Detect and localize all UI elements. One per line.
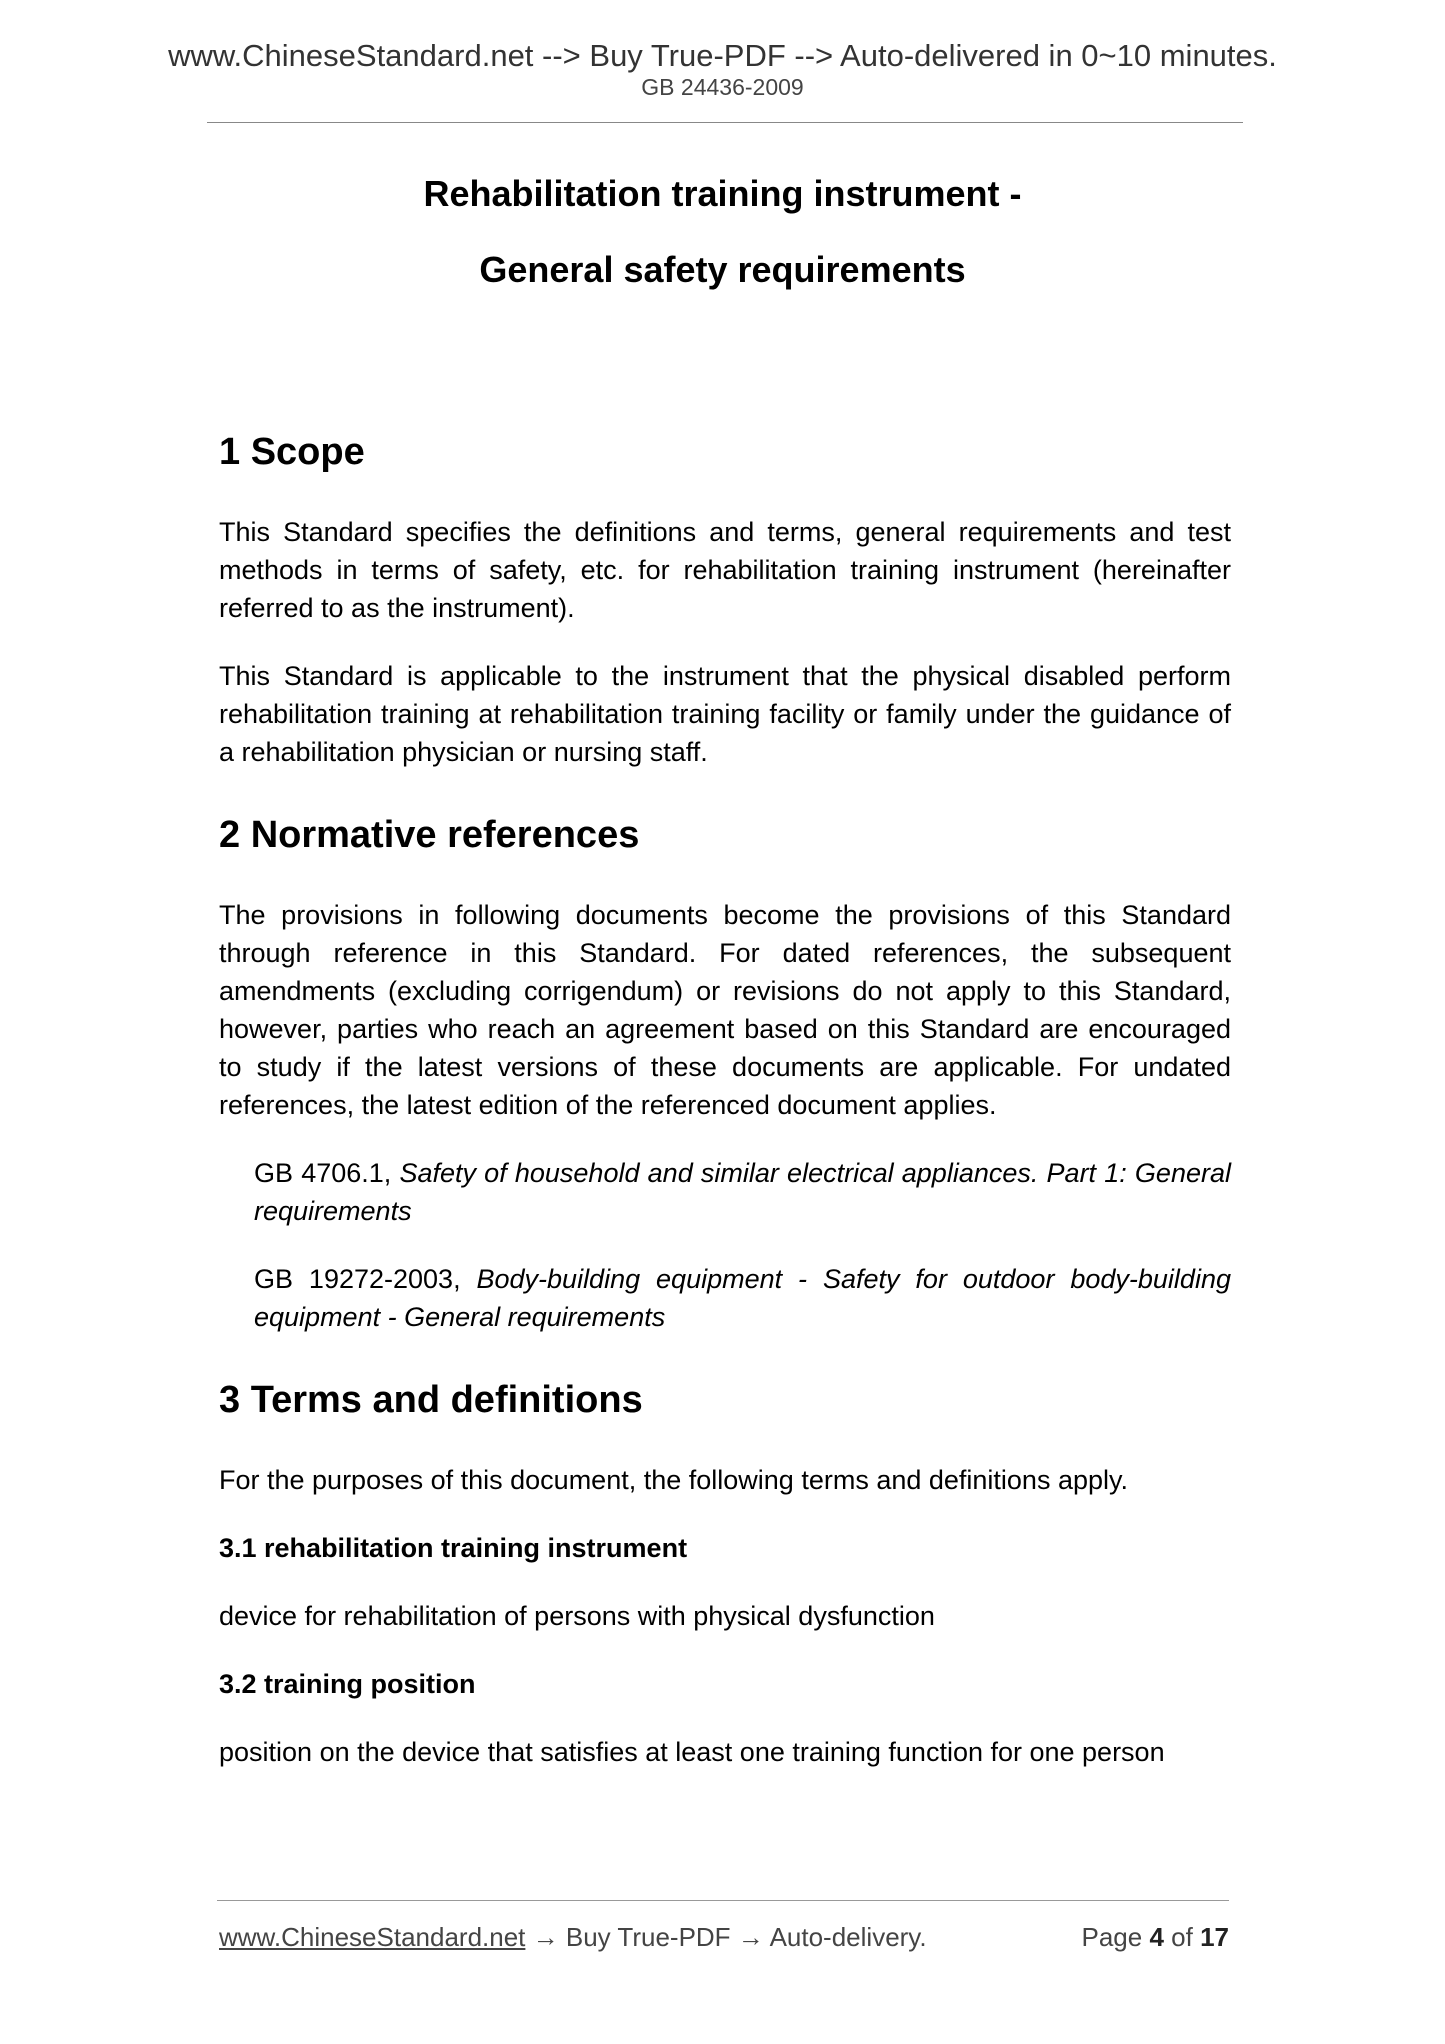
footer-text: → Buy True-PDF → Auto-delivery. bbox=[525, 1922, 927, 1952]
header-divider bbox=[207, 122, 1243, 123]
reference-item bbox=[254, 1260, 1231, 1336]
normative-paragraph: The provisions in following documents become the provisions of this Standard through reference in this Standard. For dated references, the subsequent amendments (excluding corrigendum) or revisions do not apply to this Standard, however, parties who reach an agreement based on this Standard are encouraged to study if the latest versions of these documents are applicable. For undated references, the latest edition of the referenced document applies. bbox=[219, 900, 1231, 1120]
current-page: 4 bbox=[1149, 1922, 1164, 1952]
term-definition: position on the device that satisfies at least one training function for one person bbox=[219, 1737, 1165, 1767]
term-heading: 3.2 training position bbox=[219, 1669, 476, 1699]
doc-title-line1: Rehabilitation training instrument - bbox=[423, 173, 1022, 214]
total-pages: 17 bbox=[1200, 1922, 1229, 1952]
header-banner: www.ChineseStandard.net --> Buy True-PDF --> Auto-delivered in 0~10 minutes. bbox=[168, 38, 1277, 73]
reference-code: GB 4706.1, bbox=[254, 1158, 400, 1188]
page-label: Page bbox=[1081, 1922, 1143, 1952]
doc-title-line2: General safety requirements bbox=[479, 249, 966, 290]
scope-paragraph-1: This Standard specifies the definitions and terms, general requirements and test methods in terms of safety, etc. for rehabilitation training instrument (hereinafter referred to as the instrument). bbox=[219, 517, 1231, 623]
reference-item bbox=[254, 1154, 1231, 1230]
reference-title: Safety of household and similar electrical appliances. Part 1: General requirements bbox=[254, 1158, 1231, 1226]
page-footer bbox=[219, 1918, 1229, 1958]
scope-paragraph-2: This Standard is applicable to the instrument that the physical disabled perform rehabilitation training at rehabilitation training facility or family under the guidance of a rehabilitation physician or nursing staff. bbox=[219, 661, 1231, 767]
reference-title: Body-building equipment - Safety for outdoor body-building equipment - General requirements bbox=[254, 1264, 1231, 1332]
term-definition: device for rehabilitation of persons with physical dysfunction bbox=[219, 1601, 935, 1631]
section-heading-scope: 1 Scope bbox=[219, 431, 365, 473]
section-heading-terms: 3 Terms and definitions bbox=[219, 1379, 643, 1421]
of-label: of bbox=[1171, 1922, 1193, 1952]
section-heading-normative-references: 2 Normative references bbox=[219, 814, 640, 856]
document-id: GB 24436-2009 bbox=[641, 74, 804, 100]
term-heading: 3.1 rehabilitation training instrument bbox=[219, 1533, 688, 1563]
terms-intro: For the purposes of this document, the following terms and definitions apply. bbox=[219, 1465, 1128, 1495]
document-body bbox=[219, 428, 1231, 1771]
footer-site-link[interactable]: www.ChineseStandard.net bbox=[219, 1922, 526, 1952]
footer-divider bbox=[217, 1900, 1229, 1901]
page-number bbox=[1081, 1918, 1229, 1956]
reference-code: GB 19272-2003, bbox=[254, 1264, 477, 1294]
